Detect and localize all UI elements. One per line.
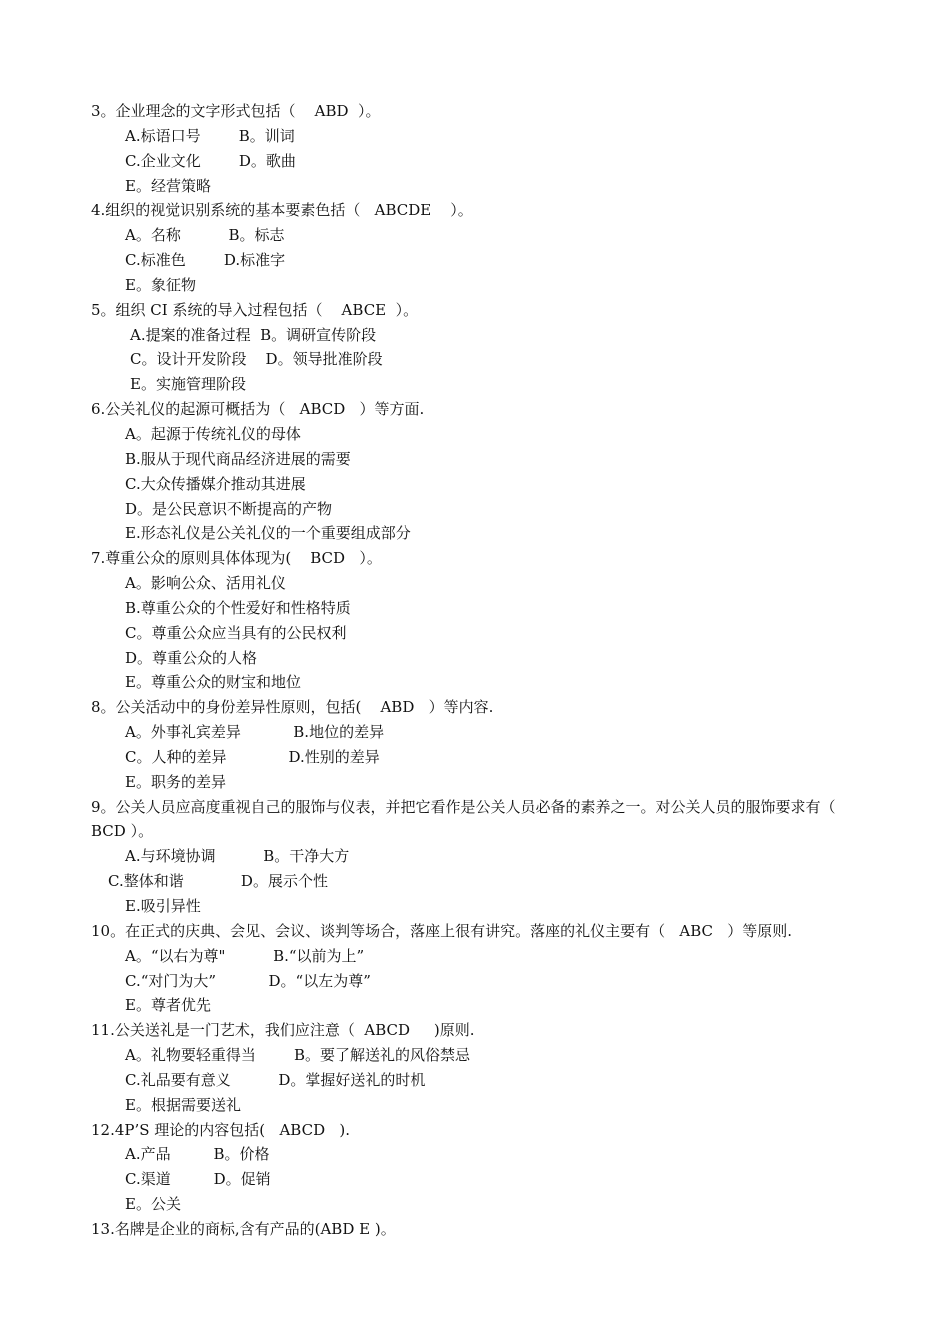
answer-options: E。根据需要送礼 bbox=[125, 1095, 241, 1114]
answer-options: E。尊重公众的财宝和地位 bbox=[125, 673, 301, 692]
answer-options: D。是公民意识不断提高的产物 bbox=[125, 499, 333, 518]
answer-options: A。名称 B。标志 bbox=[125, 226, 285, 245]
answer-options: A。起源于传统礼仪的母体 bbox=[125, 424, 301, 443]
answer-options: C.“对门为大” D。“以左为尊” bbox=[125, 971, 371, 990]
answer-options: C。人种的差异 D.性别的差异 bbox=[125, 747, 380, 766]
answer-options: E。实施管理阶段 bbox=[130, 375, 246, 394]
question-text: 6.公关礼仪的起源可概括为（ ABCD ）等方面. bbox=[91, 400, 425, 419]
answer-options: A。影响公众、活用礼仪 bbox=[125, 574, 286, 593]
answer-options: C。尊重公众应当具有的公民权利 bbox=[125, 623, 347, 642]
question-text: 8。公关活动中的身份差异性原则，包括( ABD ）等内容. bbox=[91, 698, 494, 717]
question-list bbox=[91, 99, 871, 1242]
question-text: 4.组织的视觉识别系统的基本要素色括（ ABCDE ）。 bbox=[91, 201, 473, 220]
answer-options: C.大众传播媒介推动其进展 bbox=[125, 474, 306, 493]
answer-options: B.服从于现代商品经济进展的需要 bbox=[125, 449, 351, 468]
answer-options: C.渠道 D。促销 bbox=[125, 1170, 271, 1189]
answer-options: A。“以右为尊" B.“以前为上” bbox=[125, 946, 365, 965]
answer-options: A。外事礼宾差异 B.地位的差异 bbox=[125, 723, 385, 742]
answer-options: E。公关 bbox=[125, 1195, 181, 1214]
question-text: 3。企业理念的文字形式包括（ ABD ）。 bbox=[91, 102, 381, 120]
answer-options: C.整体和谐 D。展示个性 bbox=[108, 872, 328, 891]
question-text: 9。公关人员应高度重视自己的服饰与仪表，并把它看作是公关人员必备的素养之一。对公关人员的服饰要求有（ BCD ）。 bbox=[91, 797, 836, 841]
answer-options: E。职务的差异 bbox=[125, 772, 226, 791]
question-text: 10。在正式的庆典、会见、会议、谈判等场合，落座上很有讲究。落座的礼仪主要有（ ABC ）等原则. bbox=[91, 921, 793, 940]
question-text: 13.名牌是企业的商标,含有产品的(ABD E )。 bbox=[91, 1219, 396, 1238]
answer-options: E.吸引异性 bbox=[125, 897, 201, 915]
answer-options: C。设计开发阶段 D。领导批准阶段 bbox=[130, 350, 383, 369]
answer-options: E.形态礼仪是公关礼仪的一个重要组成部分 bbox=[125, 524, 411, 543]
answer-options: A。礼物要轻重得当 B。要了解送礼的风俗禁忌 bbox=[125, 1046, 471, 1065]
answer-options: A.与环境协调 B。干净大方 bbox=[125, 847, 350, 866]
answer-options: E。象征物 bbox=[125, 275, 196, 294]
question-text: 7.尊重公众的原则具体体现为( BCD ）。 bbox=[91, 549, 382, 568]
answer-options: C.标准色 D.标准字 bbox=[125, 251, 286, 270]
answer-options: C.企业文化 D。歌曲 bbox=[125, 151, 296, 170]
answer-options: A.提案的准备过程 B。调研宣传阶段 bbox=[130, 325, 377, 344]
answer-options: E。经营策略 bbox=[125, 176, 211, 195]
answer-options: A.产品 B。价格 bbox=[125, 1145, 270, 1164]
question-text: 5。组织 CI 系统的导入过程包括（ ABCE ）。 bbox=[91, 300, 419, 319]
answer-options: D。尊重公众的人格 bbox=[125, 648, 258, 667]
answer-options: B.尊重公众的个性爱好和性格特质 bbox=[125, 598, 351, 617]
answer-options: E。尊者优先 bbox=[125, 996, 211, 1015]
question-text: 11.公关送礼是一门艺术，我们应注意（ ABCD )原则. bbox=[91, 1021, 475, 1040]
question-text: 12.4P’S 理论的内容包括( ABCD ). bbox=[91, 1120, 351, 1139]
answer-options: A.标语口号 B。训词 bbox=[125, 126, 295, 145]
answer-options: C.礼品要有意义 D。掌握好送礼的时机 bbox=[125, 1070, 426, 1089]
